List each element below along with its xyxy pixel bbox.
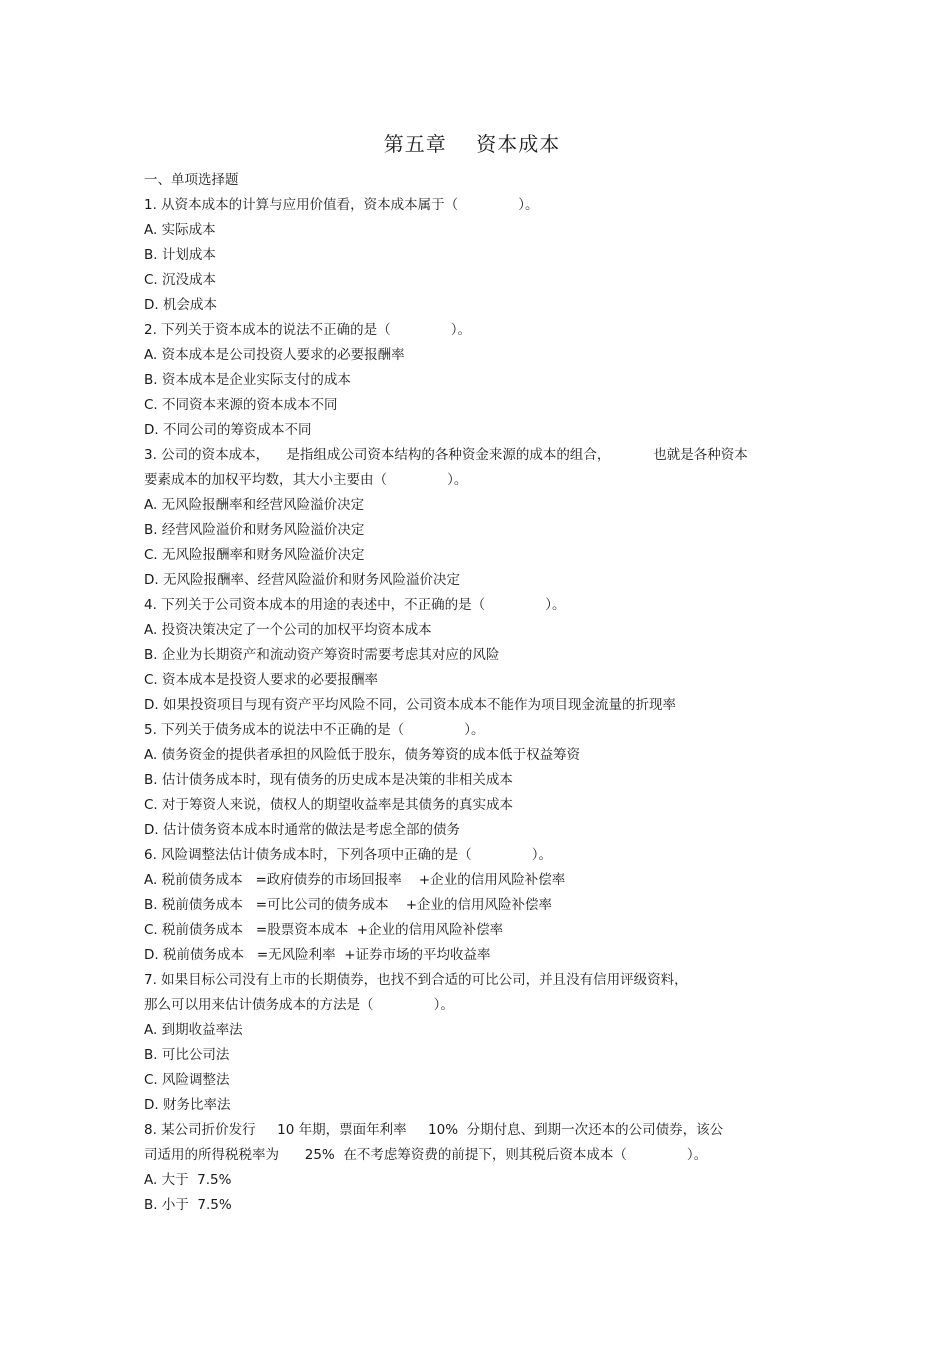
question-2-option-a: A. 资本成本是公司投资人要求的必要报酬率 bbox=[144, 347, 405, 363]
section-heading: 一、单项选择题 bbox=[144, 172, 239, 188]
question-6-option-b: B. 税前债务成本 =可比公司的债务成本 +企业的信用风险补偿率 bbox=[144, 897, 553, 913]
question-6-option-c: C. 税前债务成本 =股票资本成本 +企业的信用风险补偿率 bbox=[144, 922, 504, 938]
question-2-option-d: D. 不同公司的筹资成本不同 bbox=[144, 422, 312, 438]
question-4-option-a: A. 投资决策决定了一个公司的加权平均资本成本 bbox=[144, 622, 432, 638]
question-4-stem: 4. 下列关于公司资本成本的用途的表述中，不正确的是（ ）。 bbox=[144, 597, 566, 613]
question-7-option-a: A. 到期收益率法 bbox=[144, 1022, 243, 1038]
question-2-stem: 2. 下列关于资本成本的说法不正确的是（ ）。 bbox=[144, 322, 471, 338]
question-8-option-a: A. 大于 7.5% bbox=[144, 1172, 232, 1188]
question-6-stem: 6. 风险调整法估计债务成本时，下列各项中正确的是（ ）。 bbox=[144, 847, 552, 863]
question-3-option-d: D. 无风险报酬率、经营风险溢价和财务风险溢价决定 bbox=[144, 572, 460, 588]
question-7-stem-line-2: 那么可以用来估计债务成本的方法是（ ）。 bbox=[144, 997, 454, 1013]
question-3-option-b: B. 经营风险溢价和财务风险溢价决定 bbox=[144, 522, 365, 538]
question-5-option-b: B. 估计债务成本时，现有债务的历史成本是决策的非相关成本 bbox=[144, 772, 513, 788]
question-list bbox=[144, 168, 804, 1218]
question-8-option-b: B. 小于 7.5% bbox=[144, 1197, 232, 1213]
question-6-option-d: D. 税前债务成本 =无风险利率 +证券市场的平均收益率 bbox=[144, 947, 491, 963]
question-1-stem: 1. 从资本成本的计算与应用价值看，资本成本属于（ ）。 bbox=[144, 197, 539, 213]
question-5-stem: 5. 下列关于债务成本的说法中不正确的是（ ）。 bbox=[144, 722, 485, 738]
question-1-option-a: A. 实际成本 bbox=[144, 222, 216, 238]
question-5-option-c: C. 对于筹资人来说，债权人的期望收益率是其债务的真实成本 bbox=[144, 797, 514, 813]
question-1-option-c: C. 沉没成本 bbox=[144, 272, 217, 288]
question-7-option-d: D. 财务比率法 bbox=[144, 1097, 231, 1113]
question-8-stem-line-2: 司适用的所得税税率为 25% 在不考虑筹资费的前提下，则其税后资本成本（ ）。 bbox=[144, 1147, 708, 1163]
question-6-option-a: A. 税前债务成本 =政府债券的市场回报率 +企业的信用风险补偿率 bbox=[144, 872, 566, 888]
question-2-option-c: C. 不同资本来源的资本成本不同 bbox=[144, 397, 338, 413]
question-4-option-d: D. 如果投资项目与现有资产平均风险不同，公司资本成本不能作为项目现金流量的折现率 bbox=[144, 697, 676, 713]
chapter-title: 第五章 资本成本 bbox=[383, 132, 561, 156]
question-7-option-b: B. 可比公司法 bbox=[144, 1047, 230, 1063]
question-4-option-c: C. 资本成本是投资人要求的必要报酬率 bbox=[144, 672, 379, 688]
question-3-stem-line-1: 3. 公司的资本成本， 是指组成公司资本结构的各种资金来源的成本的组合， 也就是各种资本 bbox=[144, 447, 748, 463]
question-1-option-d: D. 机会成本 bbox=[144, 297, 217, 313]
question-7-stem-line-1: 7. 如果目标公司没有上市的长期债券，也找不到合适的可比公司，并且没有信用评级资料， bbox=[144, 972, 688, 988]
question-3-stem-line-2: 要素成本的加权平均数，其大小主要由（ ）。 bbox=[144, 472, 468, 488]
question-2-option-b: B. 资本成本是企业实际支付的成本 bbox=[144, 372, 351, 388]
question-1-option-b: B. 计划成本 bbox=[144, 247, 216, 263]
question-5-option-a: A. 债务资金的提供者承担的风险低于股东，债务筹资的成本低于权益筹资 bbox=[144, 747, 581, 763]
question-3-option-a: A. 无风险报酬率和经营风险溢价决定 bbox=[144, 497, 365, 513]
question-8-stem-line-1: 8. 某公司折价发行 10 年期，票面年利率 10% 分期付息、到期一次还本的公司债券，该公 bbox=[144, 1122, 724, 1138]
question-7-option-c: C. 风险调整法 bbox=[144, 1072, 230, 1088]
question-5-option-d: D. 估计债务资本成本时通常的做法是考虑全部的债务 bbox=[144, 822, 460, 838]
question-4-option-b: B. 企业为长期资产和流动资产筹资时需要考虑其对应的风险 bbox=[144, 647, 500, 663]
question-3-option-c: C. 无风险报酬率和财务风险溢价决定 bbox=[144, 547, 365, 563]
